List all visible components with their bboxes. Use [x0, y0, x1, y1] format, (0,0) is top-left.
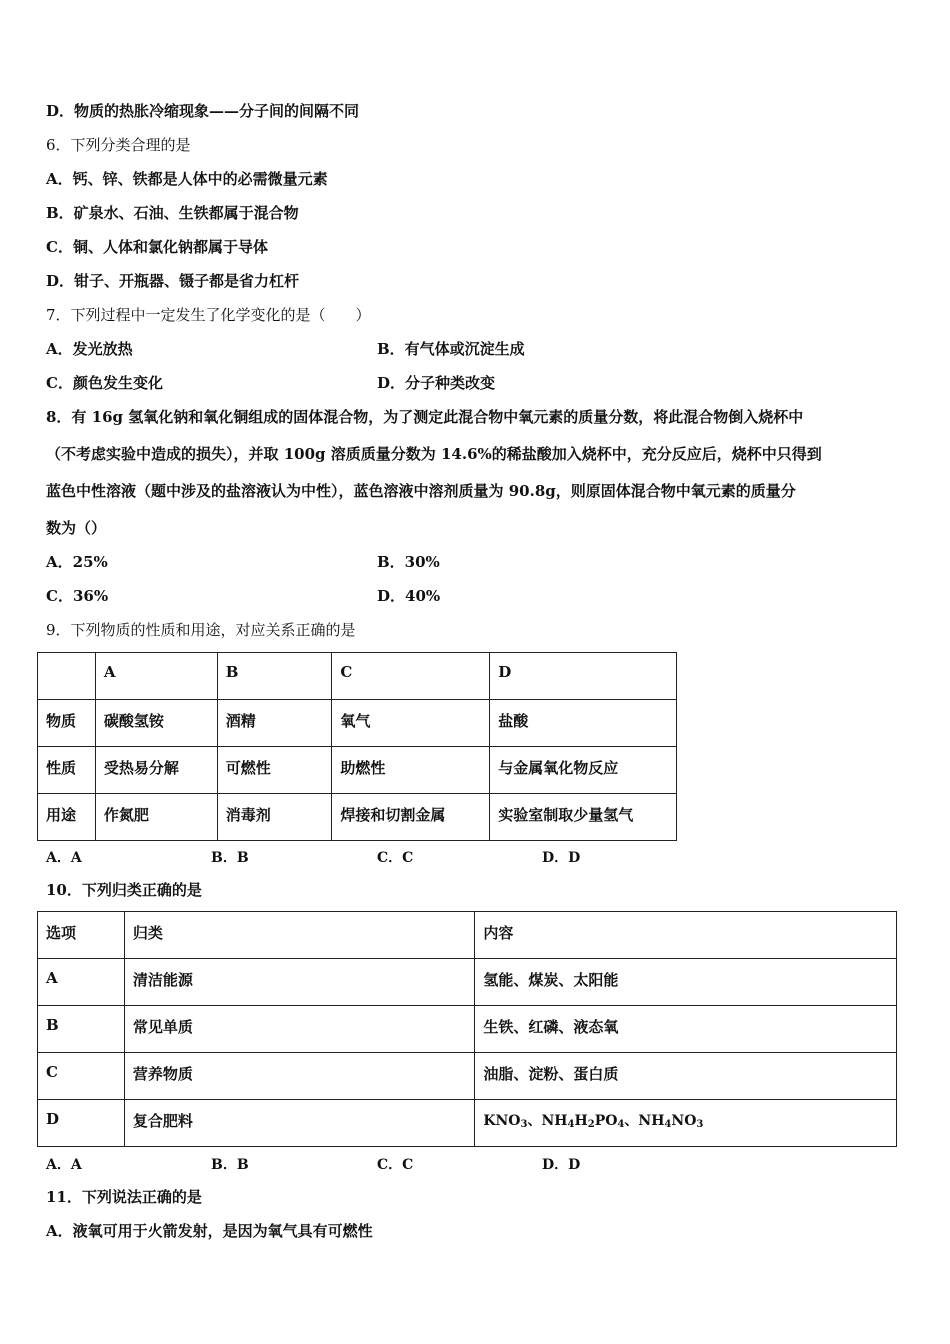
- q10-content-formulas: [475, 1100, 897, 1147]
- formula-kno3: $KNO_3$: [483, 1113, 528, 1130]
- q9-header-cell: [38, 653, 96, 700]
- q9-cell: 消毒剂: [217, 794, 332, 841]
- q11-option-a: A．液氧可用于火箭发射，是因为氧气具有可燃性: [46, 1222, 373, 1240]
- q9-table-header-row: [38, 653, 677, 700]
- formula-nh4no3: $NH_4NO_3$: [638, 1113, 704, 1130]
- q10-category: 常见单质: [124, 1006, 474, 1053]
- q10-table-row: [38, 1053, 897, 1100]
- q10-option-label: D: [38, 1100, 125, 1147]
- q10-category: 营养物质: [124, 1053, 474, 1100]
- q8-stem-line-2: （不考虑实验中造成的损失），并取 100g 溶质质量分数为 14.6%的稀盐酸加入烧杯中，充分反应后，烧杯中只得到: [46, 445, 822, 463]
- q10-header-cell: 归类: [124, 912, 474, 959]
- q7-stem: 7．下列过程中一定发生了化学变化的是（ ）: [46, 306, 371, 324]
- q10-option-b: B．B: [211, 1157, 249, 1173]
- q9-option-d: D．D: [542, 850, 581, 866]
- formula-nh4h2po4: $NH_4H_2PO_4$: [541, 1113, 625, 1130]
- q9-cell: 实验室制取少量氢气: [490, 794, 677, 841]
- q10-content: 生铁、红磷、液态氧: [475, 1006, 897, 1053]
- q8-option-c: C．36%: [46, 587, 109, 605]
- q9-option-c: C．C: [377, 850, 414, 866]
- q9-option-a: A．A: [46, 850, 82, 866]
- q10-table-row: [38, 1100, 897, 1147]
- q10-header-cell: 内容: [475, 912, 897, 959]
- q10-option-label: A: [38, 959, 125, 1006]
- q10-table-row: [38, 959, 897, 1006]
- q9-cell: 盐酸: [490, 700, 677, 747]
- q8-stem-line-4: 数为（）: [46, 519, 107, 537]
- q9-header-cell: A: [95, 653, 217, 700]
- q7-option-b: B．有气体或沉淀生成: [377, 340, 525, 358]
- q10-option-c: C．C: [377, 1157, 414, 1173]
- q6-stem: 6．下列分类合理的是: [46, 136, 191, 154]
- q10-option-d: D．D: [542, 1157, 581, 1173]
- q7-option-c: C．颜色发生变化: [46, 374, 163, 392]
- q9-cell: 助燃性: [332, 747, 490, 794]
- q10-option-label: B: [38, 1006, 125, 1053]
- q10-table-header-row: [38, 912, 897, 959]
- q8-option-b: B．30%: [377, 553, 440, 571]
- q10-stem: 10．下列归类正确的是: [46, 881, 202, 899]
- q9-table-row: [38, 794, 677, 841]
- q6-option-d: D．钳子、开瓶器、镊子都是省力杠杆: [46, 272, 300, 290]
- q7-option-a: A．发光放热: [46, 340, 133, 358]
- separator: 、: [527, 1113, 542, 1129]
- q8-option-a: A．25%: [46, 553, 108, 571]
- q9-table-row: [38, 747, 677, 794]
- q9-cell: 可燃性: [217, 747, 332, 794]
- q9-stem: 9．下列物质的性质和用途，对应关系正确的是: [46, 621, 356, 639]
- q9-cell: 碳酸氢铵: [95, 700, 217, 747]
- q9-cell: 受热易分解: [95, 747, 217, 794]
- q9-cell: 作氮肥: [95, 794, 217, 841]
- q6-option-b: B．矿泉水、石油、生铁都属于混合物: [46, 204, 299, 222]
- q9-option-b: B．B: [211, 850, 249, 866]
- separator: 、: [624, 1113, 639, 1129]
- q5-option-d: D．物质的热胀冷缩现象——分子间的间隔不同: [46, 102, 360, 120]
- q10-option-label: C: [38, 1053, 125, 1100]
- q6-option-c: C．铜、人体和氯化钠都属于导体: [46, 238, 268, 256]
- q10-content: 油脂、淀粉、蛋白质: [475, 1053, 897, 1100]
- q10-header-cell: 选项: [38, 912, 125, 959]
- q8-stem-line-3: 蓝色中性溶液（题中涉及的盐溶液认为中性），蓝色溶液中溶剂质量为 90.8g，则原固体混合物中氧元素的质量分: [46, 482, 796, 500]
- q9-table-row: [38, 700, 677, 747]
- q6-option-a: A．钙、锌、铁都是人体中的必需微量元素: [46, 170, 328, 188]
- q11-stem: 11．下列说法正确的是: [46, 1188, 202, 1206]
- q10-table-row: [38, 1006, 897, 1053]
- q9-cell: 酒精: [217, 700, 332, 747]
- q8-stem-line-1: 8．有 16g 氢氧化钠和氧化铜组成的固体混合物，为了测定此混合物中氧元素的质量分数，将此混合物倒入烧杯中: [46, 408, 804, 426]
- q9-row-label: 用途: [38, 794, 96, 841]
- q9-row-label: 物质: [38, 700, 96, 747]
- q9-cell: 与金属氧化物反应: [490, 747, 677, 794]
- q9-header-cell: C: [332, 653, 490, 700]
- q10-category: 清洁能源: [124, 959, 474, 1006]
- q9-header-cell: D: [490, 653, 677, 700]
- q9-table: [37, 652, 677, 841]
- q9-header-cell: B: [217, 653, 332, 700]
- q9-cell: 氧气: [332, 700, 490, 747]
- q10-category: 复合肥料: [124, 1100, 474, 1147]
- q9-row-label: 性质: [38, 747, 96, 794]
- q10-option-a: A．A: [46, 1157, 82, 1173]
- q9-cell: 焊接和切割金属: [332, 794, 490, 841]
- q8-option-d: D．40%: [377, 587, 441, 605]
- q10-content: 氢能、煤炭、太阳能: [475, 959, 897, 1006]
- q10-table: [37, 911, 897, 1147]
- q7-option-d: D．分子种类改变: [377, 374, 496, 392]
